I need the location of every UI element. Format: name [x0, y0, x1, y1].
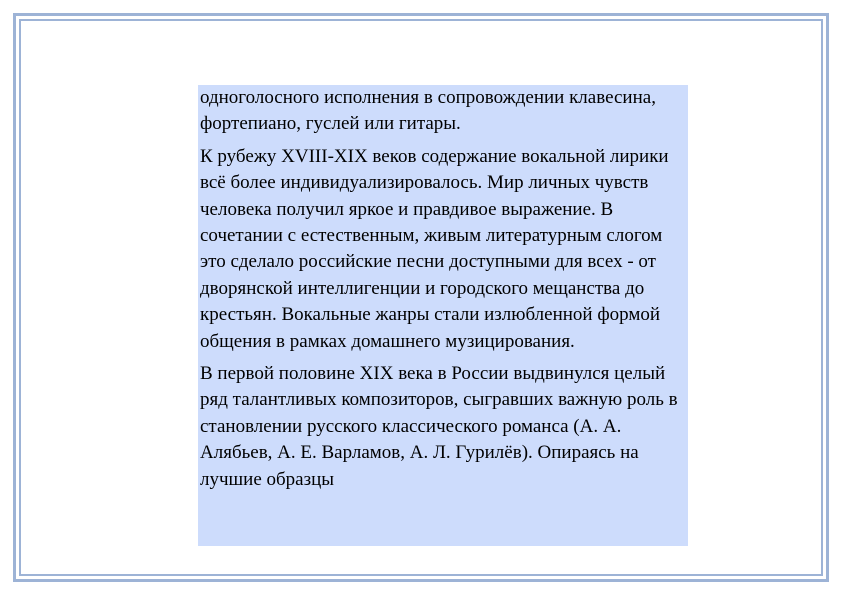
paragraph-2: К рубежу XVIII-XIX веков содержание вокальной лирики всё более индивидуализировалось. Мир личных чувств человека получил яркое и правдивое выражение. В сочетании с естественным, живым литературным слогом это сделало российские песни доступными для всех - от дворянской интеллигенции и городского мещанства до крестьян. Вокальные жанры стали излюбленной формой общения в рамках домашнего музицирования.	[200, 145, 669, 352]
slide-text-box	[198, 85, 688, 546]
paragraph-1: одноголосного исполнения в сопровождении клавесина, фортепиано, гуслей или гитары.	[200, 87, 656, 135]
paragraph-3: В первой половине XIX века в России выдвинулся целый ряд талантливых композиторов, сыгравших важную роль в становлении русского классического романса (А. А. Алябьев, А. Е. Варламов, А. Л. Гурилёв). Опираясь на лучшие образцы	[200, 363, 678, 490]
